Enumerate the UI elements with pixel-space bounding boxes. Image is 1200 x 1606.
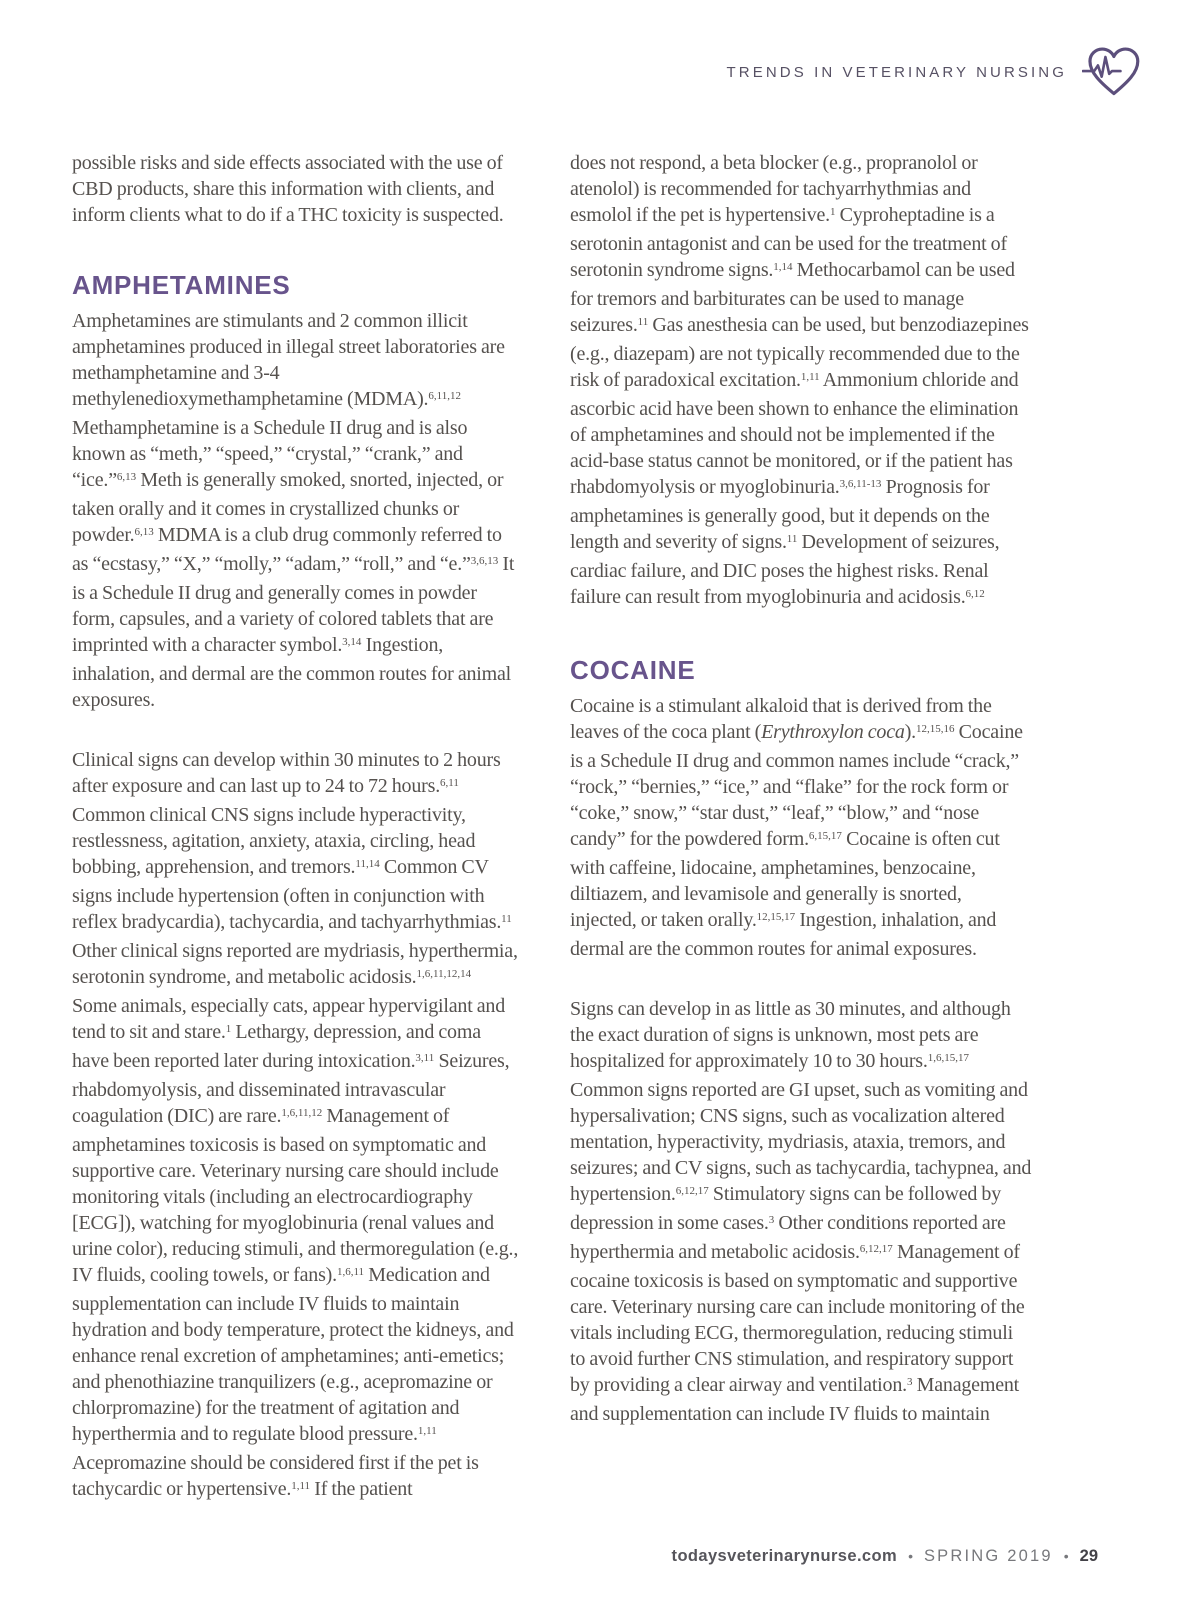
footer-website: todaysveterinarynurse.com: [671, 1547, 898, 1565]
footer-page-number: 29: [1079, 1547, 1098, 1565]
masthead: [727, 44, 1142, 100]
footer-issue: SPRING 2019: [923, 1547, 1053, 1565]
heart-ecg-icon: [1082, 44, 1142, 100]
amphetamines-continuation-paragraph: does not respond, a beta blocker (e.g., propranolol or atenolol) is recommended for tachyarrhythmias and esmolol if the pet is hypertensive.$^1$ Cyproheptadine is a serotonin antagonist and can be used for the treatment of serotonin syndrome signs.$^{1,14}$ Methocarbamol can be used for tremors and barbiturates can be used to manage seizures.$^{11}$ Gas anesthesia can be used, but benzodiazepines (e.g., diazepam) are not typically recommended due to the risk of paradoxical excitation.$^{1,11}$ Ammonium chloride and ascorbic acid have been shown to enhance the elimination of amphetamines and should not be implemented if the acid-base status cannot be monitored, or if the patient has rhabdomyolysis or myoglobinuria.$^{3,6,11-13}$ Prognosis for amphetamines is generally good, but it depends on the length and severity of signs.$^{11}$ Development of seizures, cardiac failure, and DIC poses the highest risks. Renal failure can result from myoglobinuria and acidosis.$^{6,12}$: [570, 152, 1029, 608]
footer-bullet-icon: •: [1063, 1548, 1069, 1564]
intro-paragraph: possible risks and side effects associated with the use of CBD products, share this information with clients, and inform clients what to do if a THC toxicity is suspected.: [72, 152, 504, 226]
amphetamines-paragraph-1: Amphetamines are stimulants and 2 common illicit amphetamines produced in illegal street laboratories are methamphetamine and 3-4 methylenedioxymethamphetamine (MDMA).$^{6,11,12}$ Methamphetamine is a Schedule II drug and is also known as “meth,” “speed,” “crystal,” “crank,” and “ice.”$^{6,13}$ Meth is generally smoked, snorted, injected, or taken orally and it comes in crystallized chunks or powder.$^{6,13}$ MDMA is a club drug commonly referred to as “ecstasy,” “X,” “molly,” “adam,” “roll,” and “e.”$^{3,6,13}$ It is a Schedule II drug and generally comes in powder form, capsules, and a variety of colored tablets that are imprinted with a character symbol.$^{3,14}$ Ingestion, inhalation, and dermal are the common routes for animal exposures.: [72, 310, 515, 711]
cocaine-paragraph-2: Signs can develop in as little as 30 minutes, and although the exact duration of signs is unknown, most pets are hospitalized for approximately 10 to 30 hours.$^{1,6,15,17}$ Common signs reported are GI upset, such as vomiting and hypersalivation; CNS signs, such as vocalization altered mentation, hyperactivity, mydriasis, ataxia, tremors, and seizures; and CV signs, such as tachycardia, tachypnea, and hypertension.$^{6,12,17}$ Stimulatory signs can be followed by depression in some cases.$^3$ Other conditions reported are hyperthermia and metabolic acidosis.$^{6,12,17}$ Management of cocaine toxicosis is based on symptomatic and supportive care. Veterinary nursing care can include monitoring of the vitals including ECG, thermoregulation, reducing stimuli to avoid further CNS stimulation, and respiratory support by providing a clear airway and ventilation.$^3$ Management and supplementation can include IV fluids to maintain: [570, 998, 1032, 1425]
page-footer: [672, 1547, 1098, 1566]
section-heading-cocaine: COCAINE: [570, 655, 696, 685]
section-heading-amphetamines: AMPHETAMINES: [72, 270, 291, 300]
right-column: [570, 150, 1032, 1427]
footer-bullet-icon: •: [908, 1548, 913, 1564]
left-column: [72, 150, 519, 1505]
cocaine-paragraph-1: Cocaine is a stimulant alkaloid that is derived from the leaves of the coca plant (Erythroxylon coca).$^{12,15,16}$ Cocaine is a Schedule II drug and common names include “crack,” “rock,” “bernies,” “ice,” and “flake” for the rock form or “coke,” snow,” “star dust,” “leaf,” “blow,” and “nose candy” for the powdered form.$^{6,15,17}$ Cocaine is often cut with caffeine, lidocaine, amphetamines, benzocaine, diltiazem, and levamisole and generally is snorted, injected, or taken orally.$^{12,15,17}$ Ingestion, inhalation, and dermal are the common routes for animal exposures.: [570, 695, 1023, 960]
amphetamines-paragraph-2: Clinical signs can develop within 30 minutes to 2 hours after exposure and can last up to 24 to 72 hours.$^{6,11}$ Common clinical CNS signs include hyperactivity, restlessness, agitation, anxiety, ataxia, circling, head bobbing, apprehension, and tremors.$^{11,14}$ Common CV signs include hypertension (often in conjunction with reflex bradycardia), tachycardia, and tachyarrhythmias.$^{11}$ Other clinical signs reported are mydriasis, hyperthermia, serotonin syndrome, and metabolic acidosis.$^{1,6,11,12,14}$ Some animals, especially cats, appear hypervigilant and tend to sit and stare.$^1$ Lethargy, depression, and coma have been reported later during intoxication.$^{3,11}$ Seizures, rhabdomyolysis, and disseminated intravascular coagulation (DIC) are rare.$^{1,6,11,12}$ Management of amphetamines toxicosis is based on symptomatic and supportive care. Veterinary nursing care should include monitoring vitals (including an electrocardiography [ECG]), watching for myoglobinuria (renal values and urine color), reducing stimuli, and thermoregulation (e.g., IV fluids, cooling towels, or fans).$^{1,6,11}$ Medication and supplementation can include IV fluids to maintain hydration and body temperature, protect the kidneys, and enhance renal excretion of amphetamines; anti-emetics; and phenothiazine tranquilizers (e.g., acepromazine or chlorpromazine) for the treatment of agitation and hyperthermia and to regulate blood pressure.$^{1,11}$ Acepromazine should be considered first if the pet is tachycardic or hypertensive.$^{1,11}$ If the patient: [72, 749, 519, 1500]
masthead-title: TRENDS IN VETERINARY NURSING: [726, 63, 1067, 81]
